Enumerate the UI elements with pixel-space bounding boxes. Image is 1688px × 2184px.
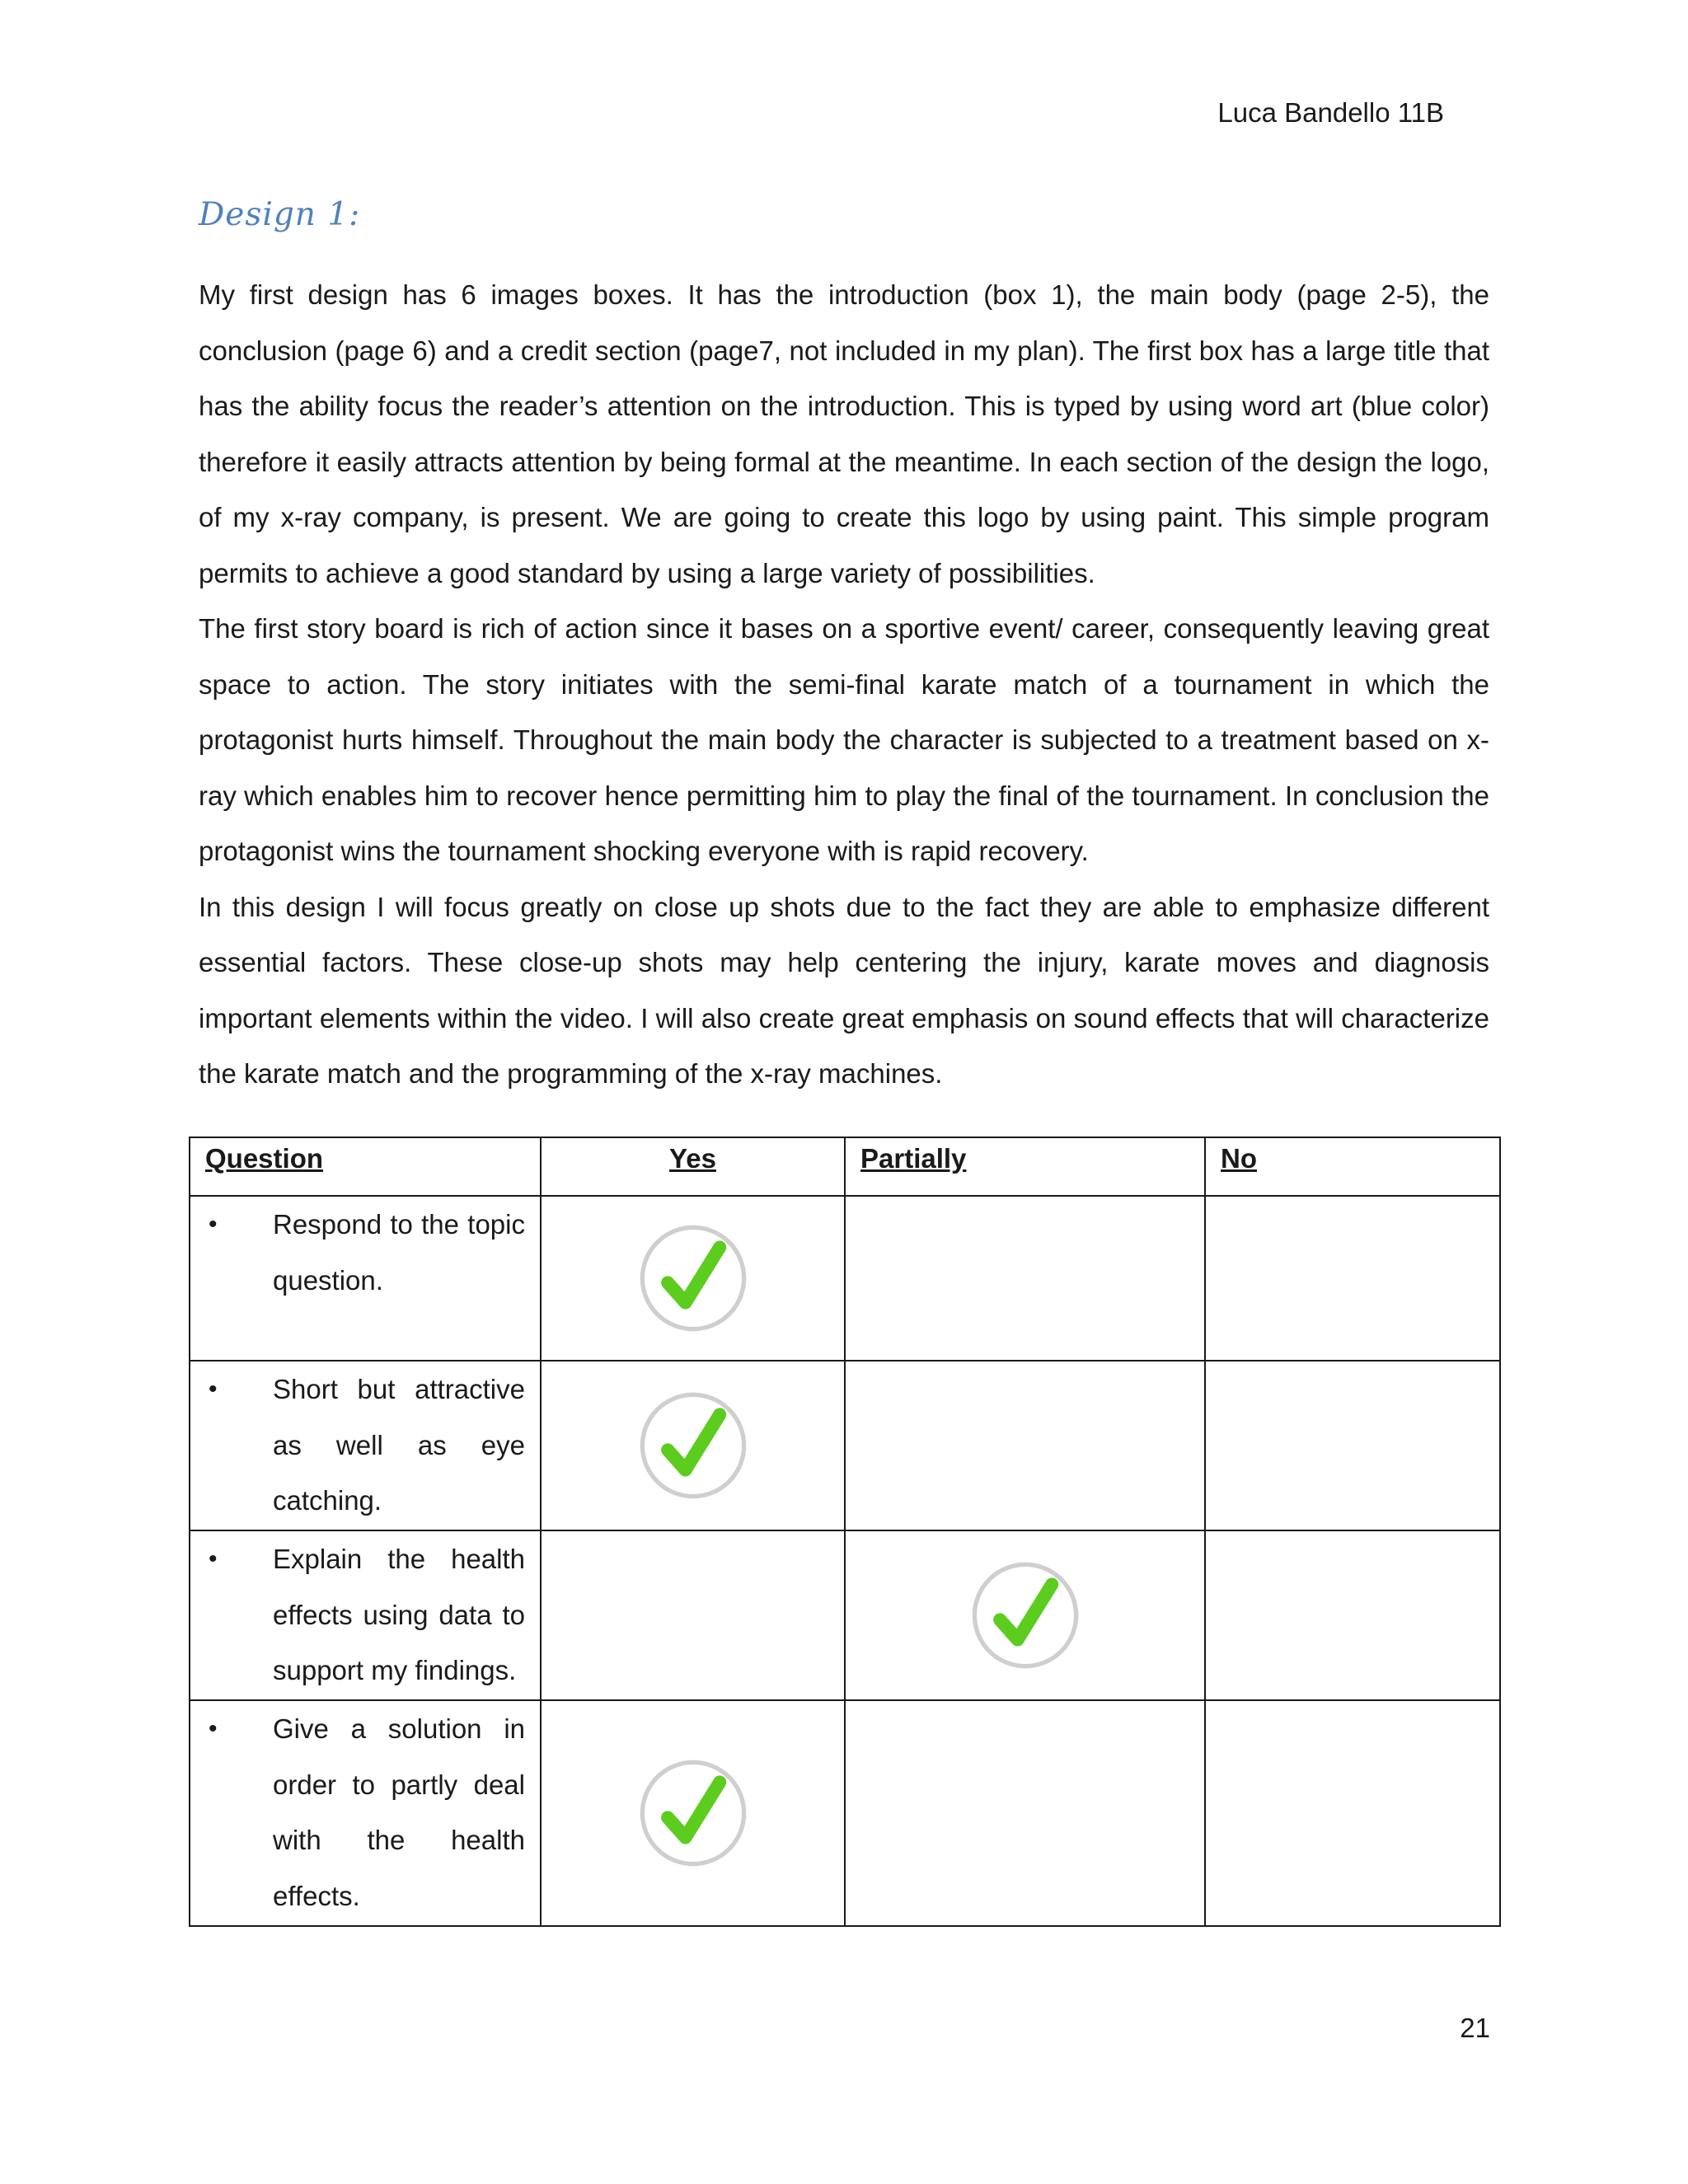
- no-cell: [1205, 1361, 1500, 1530]
- no-cell: [1205, 1196, 1500, 1361]
- question-text: Short but attractive as well as eye catching.: [273, 1374, 525, 1516]
- green-checkmark-icon: [638, 1758, 748, 1868]
- header-no: No: [1205, 1137, 1500, 1196]
- green-checkmark-icon: [638, 1223, 748, 1333]
- yes-cell: [541, 1361, 845, 1530]
- question-text: Explain the health effects using data to support my findings.: [273, 1544, 525, 1685]
- table-header-row: [190, 1137, 1500, 1196]
- header-question: Question: [190, 1137, 541, 1196]
- green-checkmark-icon: [970, 1560, 1081, 1671]
- bullet-icon: •: [209, 1211, 218, 1238]
- question-text: Respond to the topic question.: [273, 1209, 525, 1296]
- question-cell: [190, 1530, 541, 1700]
- paragraph-shots: In this design I will focus greatly on close up shots due to the fact they are able to emphasize different essential factors. These close-up shots may help centering the injury, karate moves and diagnosis important elements within the video. I will also create great emphasis on sound effects that will characterize the karate match and the programming of the x-ray machines.: [199, 891, 1489, 1089]
- no-cell: [1205, 1530, 1500, 1700]
- yes-cell: [541, 1700, 845, 1926]
- partially-cell: [845, 1196, 1205, 1361]
- page-number: 21: [1460, 2013, 1490, 2043]
- question-text: Give a solution in order to partly deal with the health effects.: [273, 1713, 525, 1911]
- bullet-icon: •: [209, 1545, 218, 1572]
- section-heading: Design 1:: [199, 196, 361, 233]
- partially-cell: [845, 1361, 1205, 1530]
- yes-cell: [541, 1196, 845, 1361]
- table-row: [190, 1196, 1500, 1361]
- no-cell: [1205, 1700, 1500, 1926]
- bullet-icon: •: [209, 1715, 218, 1742]
- partially-cell: [845, 1530, 1205, 1700]
- partially-cell: [845, 1700, 1205, 1926]
- body-text: [199, 267, 1489, 1102]
- question-cell: [190, 1700, 541, 1926]
- evaluation-table: [189, 1137, 1501, 1927]
- green-checkmark-icon: [638, 1390, 748, 1501]
- paragraph-intro: My first design has 6 images boxes. It has the introduction (box 1), the main body (page 2-5), the conclusion (page 6) and a credit section (page7, not included in my plan). The first box has a large title that has the ability focus the reader’s attention on the introduction. This is typed by using word art (blue color) therefore it easily attracts attention by being formal at the meantime. In each section of the design the logo, of my x-ray company, is present. We are going to create this logo by using paint. This simple program permits to achieve a good standard by using a large variety of possibilities.: [199, 279, 1489, 588]
- header-partially: Partially: [845, 1137, 1205, 1196]
- author-header: Luca Bandello 11B: [1217, 97, 1444, 128]
- question-cell: [190, 1361, 541, 1530]
- header-yes: Yes: [541, 1137, 845, 1196]
- bullet-icon: •: [209, 1376, 218, 1403]
- table-body: [190, 1196, 1500, 1926]
- table-row: [190, 1361, 1500, 1530]
- paragraph-story: The first story board is rich of action since it bases on a sportive event/ career, consequently leaving great space to action. The story initiates with the semi-final karate match of a tournament in which the protagonist hurts himself. Throughout the main body the character is subjected to a treatment based on x-ray which enables him to recover hence permitting him to play the final of the tournament. In conclusion the protagonist wins the tournament shocking everyone with is rapid recovery.: [199, 613, 1489, 866]
- table-row: [190, 1700, 1500, 1926]
- yes-cell: [541, 1530, 845, 1700]
- question-cell: [190, 1196, 541, 1361]
- table-row: [190, 1530, 1500, 1700]
